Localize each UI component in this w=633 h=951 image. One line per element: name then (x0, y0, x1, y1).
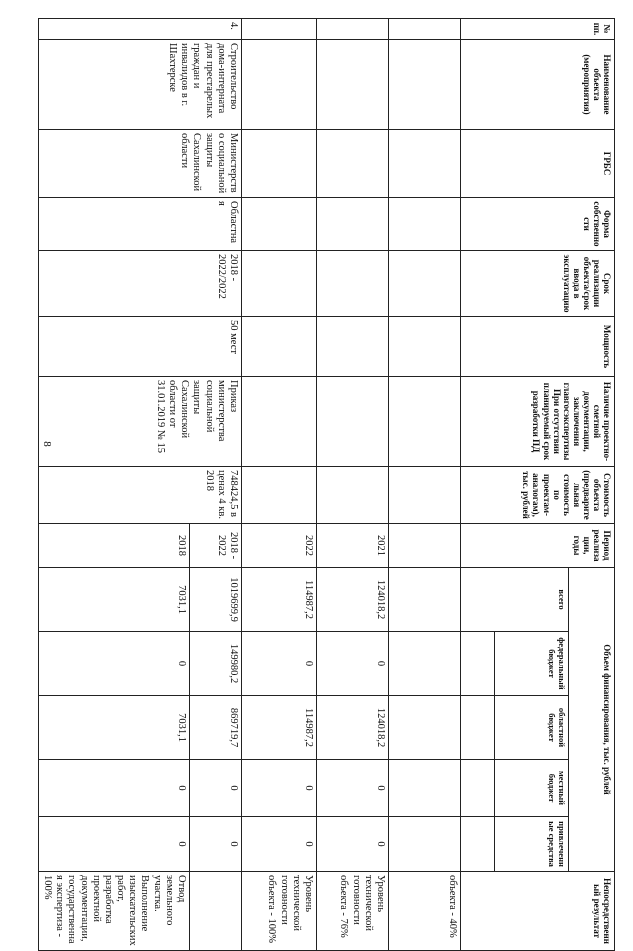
period-cell: 2018 (38, 524, 189, 568)
table-row (190, 19, 242, 951)
external-cell: 0 (190, 817, 242, 872)
local-cell: 0 (242, 760, 317, 817)
header-external: привлеченные средства (495, 817, 569, 872)
period-cell: 2018 - 2022 (190, 524, 242, 568)
header-name: Наименование объекта (мероприятия) (461, 40, 615, 130)
header-total: всего (461, 568, 569, 632)
header-num: № пп. (461, 19, 615, 40)
regional-cell: 7031,1 (38, 696, 189, 760)
header-funding-group: Объем финансирования, тыс. рублей (569, 568, 615, 872)
financing-table (38, 18, 615, 951)
regional-cell: 869719,7 (190, 696, 242, 760)
result-cell: объекта - 40% (389, 872, 461, 951)
federal-cell: 149980,2 (190, 632, 242, 696)
external-cell: 0 (38, 817, 189, 872)
page-number: 8 (40, 441, 53, 447)
header-result: Непосредственный результат (461, 872, 615, 951)
header-power: Мощность (461, 317, 615, 377)
total-cell: 7031,1 (38, 568, 189, 632)
total-cell: 124018,2 (317, 568, 389, 632)
header-period: Период реализации, годы (461, 524, 615, 568)
external-cell: 0 (317, 817, 389, 872)
local-cell: 0 (317, 760, 389, 817)
grbs-cell: Министерство социальной защиты Сахалинской области (38, 130, 241, 198)
result-cell: Уровень технической готовности объекта - 100% (242, 872, 317, 951)
table-row (317, 19, 389, 951)
external-cell: 0 (242, 817, 317, 872)
header-documentation: Наличие проектно-сметной документации, заключения главгосэкспертизы При отсутствии планируемый срок разработки ПД (461, 377, 615, 467)
header-federal: федеральный бюджет (495, 632, 569, 696)
ownership-cell: Областная (38, 198, 241, 251)
rotated-page (42, 18, 615, 946)
rotated-content (42, 18, 615, 946)
num-cell: 4. (38, 19, 241, 40)
header-cost: Стоимость объекта (предварительная стоимость по проектам-аналогам), тыс. рублей (461, 467, 615, 524)
header-ownership: Форма собственности (461, 198, 615, 251)
total-cell: 114987,2 (242, 568, 317, 632)
regional-cell: 114987,2 (242, 696, 317, 760)
period-cell: 2021 (317, 524, 389, 568)
header-local: местный бюджет (495, 760, 569, 817)
federal-cell: 0 (38, 632, 189, 696)
cost-cell: 748424,5 в ценах 4 кв. 2018 (38, 467, 241, 524)
federal-cell: 0 (317, 632, 389, 696)
documentation-cell: Приказ министерства социальной защиты Сахалинской области от 31.01.2019 № 15 (38, 377, 241, 467)
local-cell: 0 (38, 760, 189, 817)
result-cell (190, 872, 242, 951)
header-grbs: ГРБС (461, 130, 615, 198)
header-regional: областной бюджет (495, 696, 569, 760)
regional-cell: 124018,2 (317, 696, 389, 760)
federal-cell: 0 (242, 632, 317, 696)
result-cell: Отвод земельного участка. Выполнение изыскательских работ, разработка проектной документации, государственная экспертиза - 100% (38, 872, 189, 951)
result-cell: Уровень технической готовности объекта - 76% (317, 872, 389, 951)
header-term: Срок реализации объекта/срок ввода в эксплуатацию (461, 251, 615, 317)
local-cell: 0 (190, 760, 242, 817)
period-cell: 2022 (242, 524, 317, 568)
term-cell: 2018 - 2022/2022 (38, 251, 241, 317)
power-cell: 50 мест (38, 317, 241, 377)
name-cell: Строительство дома-интерната для престарелых граждан и инвалидов в г. Шахтерске (38, 40, 241, 130)
table-row (389, 19, 461, 951)
table-row (242, 19, 317, 951)
total-cell: 1019699,9 (190, 568, 242, 632)
